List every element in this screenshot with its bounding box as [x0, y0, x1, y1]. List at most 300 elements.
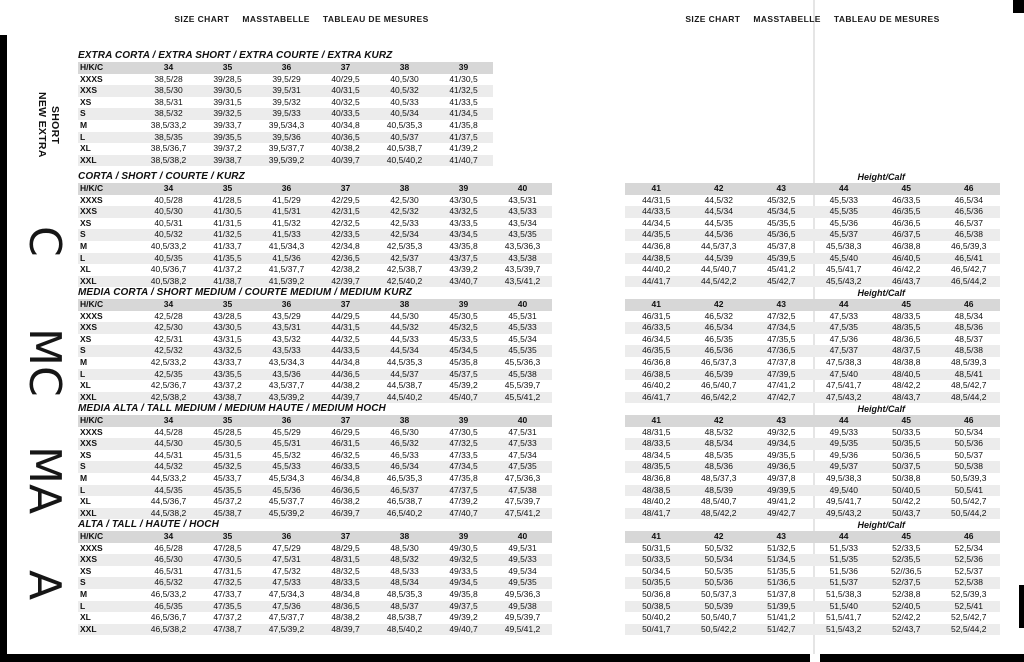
table-row	[78, 206, 552, 218]
table-row	[78, 97, 493, 109]
table-row	[625, 334, 1000, 346]
column-header: 44	[813, 299, 876, 311]
section-title: EXTRA CORTA / EXTRA SHORT / EXTRA COURTE / EXTRA KURZ	[78, 50, 393, 61]
size-cell: 46,5/35	[704, 333, 733, 344]
size-cell: 48,5/37,3	[701, 472, 737, 483]
size-cell: 50/35,5	[642, 577, 671, 588]
size-cell: 45/37,5	[449, 368, 478, 379]
size-cell: 41/35,5	[213, 252, 242, 263]
table-header-row	[78, 299, 552, 311]
column-header: 43	[750, 415, 813, 427]
size-cell: 45,5/31	[508, 310, 537, 321]
size-cell: 48/39,7	[331, 623, 360, 634]
size-cell: 46,5/33,2	[150, 588, 187, 599]
column-header: 40	[493, 415, 552, 427]
row-size-label: M	[80, 119, 88, 130]
size-cell: 47/35,8	[449, 472, 478, 483]
row-size-label: M	[80, 356, 88, 367]
size-cell: 52/40,5	[892, 600, 921, 611]
size-cell: 46/39,7	[331, 507, 360, 518]
size-cell: 39,5/32	[272, 96, 301, 107]
column-header: H/K/C	[78, 531, 139, 543]
size-cell: 44,5/40,7	[701, 264, 737, 275]
size-cell: 45/38,7	[213, 507, 242, 518]
size-cell: 42,5/33,2	[150, 356, 187, 367]
size-cell: 46,5/35,3	[386, 472, 423, 483]
size-cell: 44,5/38,7	[386, 380, 423, 391]
size-cell: 49,5/36,3	[504, 588, 541, 599]
size-cell: 44,5/32	[704, 194, 733, 205]
size-cell: 43/35,5	[213, 368, 242, 379]
size-cell: 41/38,7	[213, 275, 242, 286]
size-cell: 44,5/37,3	[701, 240, 737, 251]
column-header: H/K/C	[78, 183, 139, 195]
table-row	[78, 566, 552, 578]
size-cell: 41/28,5	[213, 194, 242, 205]
size-cell: 50,5/34	[704, 554, 733, 565]
column-header: 42	[688, 415, 751, 427]
size-cell: 47,5/37,7	[268, 612, 305, 623]
size-chart-section	[78, 519, 1003, 635]
table-row	[78, 369, 552, 381]
size-cell: 43/30,5	[449, 194, 478, 205]
size-cell: 42,5/33	[390, 217, 419, 228]
row-size-label: XS	[80, 449, 92, 460]
size-cell: 47,5/43,2	[826, 391, 862, 402]
size-cell: 48/34,8	[331, 588, 360, 599]
size-cell: 50/38,5	[642, 600, 671, 611]
size-cell: 40,5/37	[390, 131, 419, 142]
table-row	[78, 577, 552, 589]
size-cell: 44,5/35	[154, 484, 183, 495]
size-cell: 47,5/29	[272, 542, 301, 553]
size-cell: 47,5/36	[829, 333, 858, 344]
row-size-label: XXXS	[80, 310, 103, 321]
size-cell: 51/42,7	[767, 623, 796, 634]
size-cell: 51/32,5	[767, 542, 796, 553]
header-size-chart: SIZE CHART	[174, 14, 230, 24]
size-cell: 44,5/33	[390, 333, 419, 344]
size-cell: 48/40,5	[892, 368, 921, 379]
size-cell: 52/43,7	[892, 623, 921, 634]
table-row	[78, 229, 552, 241]
size-cell: 38,5/28	[154, 73, 183, 84]
size-cell: 49/33,5	[449, 565, 478, 576]
header-tableau: TABLEAU DE MESURES	[322, 14, 429, 24]
size-cell: 41,5/37,7	[268, 264, 305, 275]
row-size-label: XL	[80, 143, 91, 154]
size-cell: 42,5/35,3	[386, 240, 423, 251]
size-cell: 44,5/36,7	[150, 496, 187, 507]
table-row	[625, 276, 1000, 288]
size-cell: 43,5/31	[508, 194, 537, 205]
table-row	[78, 253, 552, 265]
size-cell: 38,5/31	[154, 96, 183, 107]
height-calf-label: Height/Calf	[857, 172, 905, 182]
size-cell: 48/41,7	[642, 507, 671, 518]
row-size-label: XXS	[80, 554, 98, 565]
table-row	[78, 473, 552, 485]
size-cell: 45,5/37	[829, 229, 858, 240]
size-cell: 43/28,5	[213, 310, 242, 321]
size-cell: 39,5/36	[272, 131, 301, 142]
size-cell: 46,5/39	[704, 368, 733, 379]
column-header: 44	[813, 415, 876, 427]
table-row	[625, 206, 1000, 218]
size-cell: 50/41,7	[642, 623, 671, 634]
size-cell: 44,5/30	[390, 310, 419, 321]
size-cell: 51/41,2	[767, 612, 796, 623]
size-table-right-wrap	[625, 171, 1000, 287]
size-cell: 43,5/33	[508, 206, 537, 217]
column-header: 42	[688, 531, 751, 543]
size-cell: 48,5/41	[954, 368, 983, 379]
size-cell: 40/39,7	[331, 154, 360, 165]
size-cell: 45,5/40	[829, 252, 858, 263]
size-cell: 47,5/36	[272, 600, 301, 611]
size-cell: 43,5/29	[272, 310, 301, 321]
size-cell: 49,5/38,3	[826, 472, 862, 483]
size-cell: 46,5/34	[954, 194, 983, 205]
size-cell: 41,5/31	[272, 206, 301, 217]
size-cell: 49,5/35	[829, 438, 858, 449]
table-row	[625, 473, 1000, 485]
size-cell: 50,5/39,3	[951, 472, 987, 483]
size-cell: 41/34,5	[449, 108, 478, 119]
table-row	[625, 369, 1000, 381]
size-cell: 39/33,7	[213, 119, 242, 130]
size-cell: 52/38,8	[892, 588, 921, 599]
size-cell: 46,5/33	[390, 449, 419, 460]
size-cell: 39/32,5	[213, 108, 242, 119]
size-cell: 52,5/41	[954, 600, 983, 611]
size-cell: 43,5/35	[508, 229, 537, 240]
size-cell: 47,5/33	[272, 577, 301, 588]
size-cell: 48,5/30	[390, 542, 419, 553]
column-header: 36	[257, 299, 316, 311]
size-cell: 47/33,5	[449, 449, 478, 460]
table-row	[78, 450, 552, 462]
size-cell: 43,5/41,2	[504, 275, 541, 286]
size-cell: 45,5/43,2	[826, 275, 862, 286]
size-cell: 51,5/43,2	[826, 623, 862, 634]
row-size-label: XXS	[80, 85, 98, 96]
column-header: 41	[625, 531, 688, 543]
row-size-label: XS	[80, 96, 92, 107]
size-cell: 48/33,5	[331, 577, 360, 588]
size-cell: 50,5/44,2	[951, 507, 987, 518]
size-cell: 51,5/33	[829, 542, 858, 553]
size-cell: 46,5/37	[390, 484, 419, 495]
column-header: 40	[493, 531, 552, 543]
size-cell: 45/35,5	[213, 484, 242, 495]
size-cell: 44,5/34	[390, 345, 419, 356]
size-cell: 41,5/32	[272, 217, 301, 228]
size-cell: 49,5/40	[829, 484, 858, 495]
left-edge-bar	[0, 35, 7, 654]
table-row	[625, 496, 1000, 508]
size-cell: 45,5/38,3	[826, 240, 862, 251]
row-size-label: XXXS	[80, 194, 103, 205]
size-cell: 42/38,2	[331, 264, 360, 275]
size-cell: 39/31,5	[213, 96, 242, 107]
size-cell: 45/37,2	[213, 496, 242, 507]
size-cell: 52,5/36	[954, 554, 983, 565]
table-row	[625, 311, 1000, 323]
size-cell: 41,5/33	[272, 229, 301, 240]
row-size-label: XL	[80, 612, 91, 623]
size-cell: 50,5/35	[704, 565, 733, 576]
table-row	[78, 108, 493, 120]
size-cell: 47,5/41,7	[826, 380, 862, 391]
column-header: 36	[257, 531, 316, 543]
size-cell: 41/37,5	[449, 131, 478, 142]
size-cell: 51/35,5	[767, 565, 796, 576]
size-cell: 48,5/33	[390, 565, 419, 576]
size-cell: 45/35,5	[767, 217, 796, 228]
row-size-label: XXXS	[80, 542, 103, 553]
size-cell: 42,5/31	[154, 333, 183, 344]
column-header: 36	[257, 415, 316, 427]
size-cell: 52/35,5	[892, 554, 921, 565]
size-cell: 47,5/31	[272, 554, 301, 565]
table-row	[625, 601, 1000, 613]
size-cell: 42,5/35	[154, 368, 183, 379]
size-chart-section	[78, 171, 1003, 287]
size-cell: 49/40,7	[449, 623, 478, 634]
sidebar-label-new-extra-short	[36, 86, 61, 164]
table-row	[625, 357, 1000, 369]
size-cell: 48/40,2	[642, 496, 671, 507]
size-cell: 43/30,5	[213, 322, 242, 333]
size-cell: 45,5/36	[829, 217, 858, 228]
table-row	[625, 427, 1000, 439]
table-row	[78, 264, 552, 276]
table-row	[78, 543, 552, 555]
size-cell: 49,5/33	[829, 426, 858, 437]
column-header: H/K/C	[78, 415, 139, 427]
size-cell: 52,5/39,3	[951, 588, 987, 599]
size-cell: 44/41,7	[642, 275, 671, 286]
size-cell: 48,5/44,2	[951, 391, 987, 402]
table-row	[78, 85, 493, 97]
size-chart-section	[78, 50, 1003, 166]
size-cell: 44/33,5	[642, 206, 671, 217]
size-cell: 43/40,7	[449, 275, 478, 286]
bottom-edge-bar-left	[0, 654, 810, 662]
table-row	[78, 601, 552, 613]
table-row	[78, 612, 552, 624]
size-cell: 41/33,7	[213, 240, 242, 251]
size-cell: 45/33,5	[449, 333, 478, 344]
size-cell: 38,5/35	[154, 131, 183, 142]
section-title: ALTA / TALL / HAUTE / HOCH	[78, 519, 219, 530]
column-header: 35	[198, 299, 257, 311]
size-cell: 50/37,5	[892, 461, 921, 472]
size-cell: 50,5/36	[704, 577, 733, 588]
row-size-label: XXS	[80, 322, 98, 333]
size-cell: 41/35,8	[449, 119, 478, 130]
size-cell: 42,5/34	[390, 229, 419, 240]
size-table-left	[78, 415, 552, 519]
column-header: 39	[434, 415, 493, 427]
column-header: 43	[750, 299, 813, 311]
row-size-label: XS	[80, 333, 92, 344]
table-header-row	[78, 531, 552, 543]
column-header: 45	[875, 299, 938, 311]
column-header: 45	[875, 531, 938, 543]
size-cell: 42,5/38,7	[386, 264, 423, 275]
column-header: 41	[625, 415, 688, 427]
size-cell: 49/39,5	[767, 484, 796, 495]
table-row	[78, 392, 552, 404]
size-cell: 45,5/36	[272, 484, 301, 495]
table-row	[78, 554, 552, 566]
table-header-row	[625, 299, 1000, 311]
size-cell: 46/29,5	[331, 426, 360, 437]
size-cell: 45/32,5	[213, 461, 242, 472]
size-cell: 46,5/38	[954, 229, 983, 240]
size-cell: 44,5/32	[154, 461, 183, 472]
size-cell: 47,5/40	[829, 368, 858, 379]
size-cell: 48,5/34	[954, 310, 983, 321]
size-cell: 46,5/30	[390, 426, 419, 437]
column-header: 35	[198, 62, 257, 74]
size-cell: 47,5/33	[829, 310, 858, 321]
size-cell: 52,5/42,7	[951, 612, 987, 623]
header-tableau: TABLEAU DE MESURES	[833, 14, 940, 24]
table-row	[78, 485, 552, 497]
size-cell: 41/30,5	[213, 206, 242, 217]
page-header-left	[78, 14, 525, 24]
size-cell: 43/35,8	[449, 240, 478, 251]
size-cell: 44/35,5	[642, 229, 671, 240]
table-row	[625, 264, 1000, 276]
size-cell: 46,5/32	[154, 577, 183, 588]
table-header-row	[78, 415, 552, 427]
size-cell: 45,5/32	[272, 449, 301, 460]
size-cell: 50/35,5	[892, 438, 921, 449]
size-cell: 47/32,5	[449, 438, 478, 449]
size-cell: 47,5/37	[829, 345, 858, 356]
size-cell: 45/39,2	[449, 380, 478, 391]
size-cell: 45,5/35	[829, 206, 858, 217]
size-cell: 50,5/37,3	[701, 588, 737, 599]
size-cell: 38,5/38,2	[150, 154, 187, 165]
size-cell: 46,5/32	[390, 438, 419, 449]
size-cell: 48,5/40,2	[386, 623, 423, 634]
size-cell: 47,5/38,3	[826, 356, 862, 367]
size-cell: 50/33,5	[642, 554, 671, 565]
size-cell: 50,5/38	[954, 461, 983, 472]
column-header: 44	[813, 183, 876, 195]
size-cell: 48/38,5	[642, 484, 671, 495]
size-cell: 47,5/35	[508, 461, 537, 472]
size-cell: 44,5/39	[704, 252, 733, 263]
size-cell: 48,5/40,7	[701, 496, 737, 507]
size-cell: 49,5/38	[508, 600, 537, 611]
size-cell: 49/41,2	[767, 496, 796, 507]
table-row	[78, 589, 552, 601]
size-cell: 46,5/37	[954, 217, 983, 228]
column-header: 34	[139, 62, 198, 74]
size-chart-section	[78, 287, 1003, 403]
table-row	[625, 508, 1000, 520]
column-header: H/K/C	[78, 62, 139, 74]
sidebar-code-c: C	[19, 226, 70, 257]
size-cell: 51/39,5	[767, 600, 796, 611]
row-size-label: S	[80, 108, 86, 119]
size-cell: 44,5/35	[704, 217, 733, 228]
page-corner-mark	[1013, 0, 1024, 13]
size-cell: 46,5/44,2	[951, 275, 987, 286]
size-cell: 38,5/36,7	[150, 143, 187, 154]
size-cell: 50/40,5	[892, 484, 921, 495]
size-cell: 47/34,5	[449, 461, 478, 472]
size-cell: 49,5/31	[508, 542, 537, 553]
size-cell: 48/35,5	[892, 322, 921, 333]
column-header: 39	[434, 62, 493, 74]
table-row	[625, 543, 1000, 555]
size-cell: 50,5/41	[954, 484, 983, 495]
height-calf-label: Height/Calf	[857, 288, 905, 298]
size-cell: 47,5/34	[508, 449, 537, 460]
row-size-label: XL	[80, 380, 91, 391]
size-table-right-wrap	[625, 287, 1000, 403]
row-size-label: M	[80, 588, 88, 599]
size-cell: 45,5/35	[508, 345, 537, 356]
size-cell: 47,5/41,2	[504, 507, 541, 518]
size-cell: 40,5/32	[154, 229, 183, 240]
table-row	[78, 322, 552, 334]
row-size-label: L	[80, 368, 86, 379]
size-cell: 42,5/36,7	[150, 380, 187, 391]
size-cell: 50/36,8	[642, 588, 671, 599]
size-cell: 49/32,5	[449, 554, 478, 565]
size-cell: 49/42,7	[767, 507, 796, 518]
table-row	[625, 554, 1000, 566]
table-row	[78, 438, 552, 450]
size-cell: 47/38,7	[213, 623, 242, 634]
size-chart-section	[78, 403, 1003, 519]
row-size-label: S	[80, 577, 86, 588]
size-cell: 47/35,5	[213, 600, 242, 611]
size-cell: 39,5/34,3	[268, 119, 305, 130]
row-size-label: XXXS	[80, 426, 103, 437]
size-cell: 46/38,8	[892, 240, 921, 251]
size-cell: 40/33,5	[331, 108, 360, 119]
size-cell: 40,5/38,7	[386, 143, 423, 154]
size-table-right	[625, 531, 1000, 635]
size-cell: 47/37,2	[213, 612, 242, 623]
table-row	[625, 485, 1000, 497]
column-header: 41	[625, 299, 688, 311]
size-cell: 43,5/34,3	[268, 356, 305, 367]
table-row	[78, 624, 552, 636]
size-cell: 48,5/36	[704, 461, 733, 472]
size-cell: 47/37,5	[449, 484, 478, 495]
column-header: 37	[316, 415, 375, 427]
size-cell: 46/36,8	[642, 356, 671, 367]
size-cell: 43/37,5	[449, 252, 478, 263]
size-table-left	[78, 183, 552, 287]
table-row	[625, 380, 1000, 392]
size-cell: 45,5/31	[272, 438, 301, 449]
size-cell: 48,5/37	[390, 600, 419, 611]
size-cell: 46/37,5	[892, 229, 921, 240]
row-size-label: M	[80, 240, 88, 251]
size-cell: 46/40,5	[892, 252, 921, 263]
